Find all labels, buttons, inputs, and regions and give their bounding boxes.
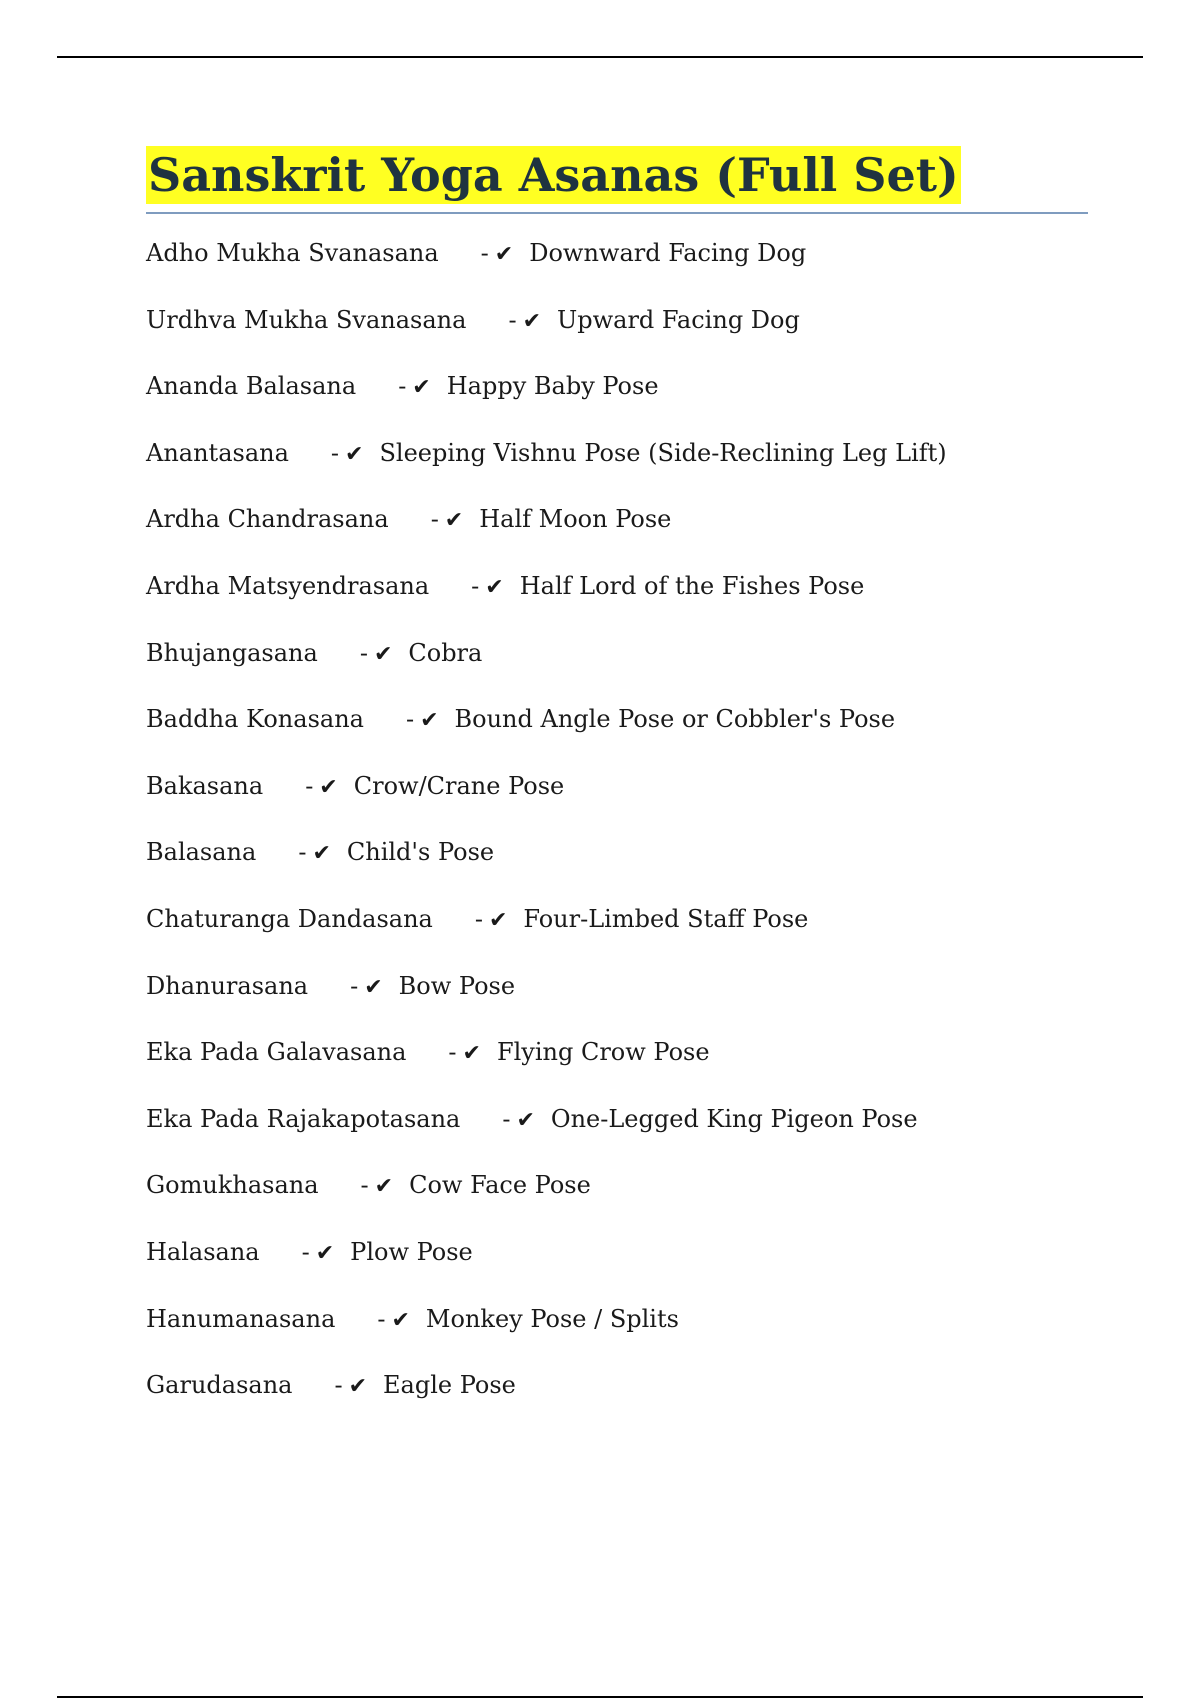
checkmark-icon: ✔: [373, 641, 393, 667]
checkmark-icon: ✔: [462, 1041, 481, 1067]
asana-sanskrit-name: Baddha Konasana: [146, 705, 364, 734]
asana-list: [146, 236, 1088, 1435]
separator-dash: -: [405, 705, 415, 734]
separator-dash: -: [301, 1237, 310, 1266]
asana-sanskrit-name: Adho Mukha Svanasana: [146, 239, 439, 267]
list-item: [146, 236, 1088, 303]
asana-english-name: Upward Facing Dog: [557, 305, 800, 334]
list-item: [146, 902, 1088, 969]
separator-dash: -: [502, 1104, 511, 1133]
asana-english-name: Bow Pose: [398, 971, 516, 1000]
checkmark-icon: ✔: [485, 574, 504, 600]
list-item: [146, 1235, 1088, 1302]
separator-dash: -: [448, 1038, 457, 1067]
checkmark-icon: ✔: [315, 1240, 335, 1266]
asana-english-name: Sleeping Vishnu Pose (Side-Reclining Leg Lift): [379, 438, 947, 467]
asana-english-name: Plow Pose: [350, 1237, 473, 1266]
separator-dash: -: [430, 505, 439, 534]
document-body: [146, 146, 1088, 1435]
asana-english-name: Flying Crow Pose: [496, 1038, 710, 1067]
separator-dash: -: [350, 971, 359, 1000]
page-bottom-rule: [57, 1696, 1143, 1698]
checkmark-icon: ✔: [374, 1174, 394, 1200]
separator-dash: -: [377, 1304, 386, 1333]
asana-sanskrit-name: Gomukhasana: [146, 1171, 319, 1200]
list-item: [146, 436, 1088, 503]
separator-dash: -: [359, 638, 368, 667]
separator-dash: -: [330, 438, 340, 467]
asana-english-name: Four-Limbed Staff Pose: [523, 904, 809, 933]
asana-sanskrit-name: Dhanurasana: [146, 971, 309, 1000]
asana-sanskrit-name: Chaturanga Dandasana: [146, 904, 433, 933]
asana-english-name: Happy Baby Pose: [446, 372, 659, 401]
separator-dash: -: [480, 239, 489, 267]
list-item: [146, 702, 1088, 769]
asana-english-name: Cobra: [408, 638, 483, 667]
separator-dash: -: [398, 372, 407, 401]
asana-sanskrit-name: Bakasana: [146, 771, 264, 800]
list-item: [146, 1168, 1088, 1235]
separator-dash: -: [508, 305, 517, 334]
checkmark-icon: ✔: [312, 841, 331, 867]
asana-sanskrit-name: Ardha Chandrasana: [146, 505, 389, 534]
list-item: [146, 369, 1088, 436]
asana-sanskrit-name: Halasana: [146, 1237, 260, 1266]
checkmark-icon: ✔: [412, 375, 431, 401]
asana-sanskrit-name: Bhujangasana: [146, 638, 318, 667]
asana-english-name: Downward Facing Dog: [529, 239, 807, 267]
asana-english-name: Cow Face Pose: [409, 1171, 591, 1200]
asana-english-name: Monkey Pose / Splits: [425, 1304, 679, 1333]
list-item: [146, 303, 1088, 370]
list-item: [146, 502, 1088, 569]
checkmark-icon: ✔: [516, 1107, 535, 1133]
asana-english-name: Eagle Pose: [383, 1371, 516, 1400]
asana-english-name: Half Lord of the Fishes Pose: [519, 571, 865, 600]
separator-dash: -: [334, 1371, 343, 1400]
asana-sanskrit-name: Balasana: [146, 838, 257, 867]
list-item: [146, 1368, 1088, 1435]
list-item: [146, 1102, 1088, 1169]
asana-english-name: Child's Pose: [346, 838, 495, 867]
separator-dash: -: [298, 838, 307, 867]
asana-sanskrit-name: Eka Pada Rajakapotasana: [146, 1104, 461, 1133]
page-top-rule: [57, 56, 1143, 58]
asana-english-name: One-Legged King Pigeon Pose: [550, 1104, 918, 1133]
checkmark-icon: ✔: [364, 974, 383, 1000]
asana-english-name: Half Moon Pose: [479, 505, 672, 534]
asana-english-name: Crow/Crane Pose: [353, 771, 565, 800]
asana-sanskrit-name: Eka Pada Galavasana: [146, 1038, 407, 1067]
list-item: [146, 1302, 1088, 1369]
list-item: [146, 569, 1088, 636]
asana-sanskrit-name: Ananda Balasana: [146, 372, 357, 401]
title-block: [146, 146, 1088, 214]
list-item: [146, 835, 1088, 902]
asana-sanskrit-name: Garudasana: [146, 1371, 293, 1400]
separator-dash: -: [360, 1171, 369, 1200]
checkmark-icon: ✔: [522, 308, 541, 334]
checkmark-icon: ✔: [391, 1307, 410, 1333]
checkmark-icon: ✔: [494, 242, 514, 267]
asana-english-name: Bound Angle Pose or Cobbler's Pose: [454, 705, 896, 734]
list-item: [146, 1035, 1088, 1102]
asana-sanskrit-name: Urdhva Mukha Svanasana: [146, 305, 467, 334]
separator-dash: -: [474, 904, 483, 933]
separator-dash: -: [471, 571, 480, 600]
checkmark-icon: ✔: [420, 708, 439, 734]
checkmark-icon: ✔: [444, 508, 464, 534]
asana-sanskrit-name: Ardha Matsyendrasana: [146, 571, 430, 600]
list-item: [146, 969, 1088, 1036]
asana-sanskrit-name: Hanumanasana: [146, 1304, 336, 1333]
checkmark-icon: ✔: [319, 774, 338, 800]
checkmark-icon: ✔: [348, 1374, 368, 1400]
asana-sanskrit-name: Anantasana: [146, 438, 289, 467]
separator-dash: -: [305, 771, 314, 800]
list-item: [146, 769, 1088, 836]
checkmark-icon: ✔: [345, 441, 364, 467]
list-item: [146, 636, 1088, 703]
checkmark-icon: ✔: [488, 907, 508, 933]
page-title: Sanskrit Yoga Asanas (Full Set): [148, 148, 959, 202]
